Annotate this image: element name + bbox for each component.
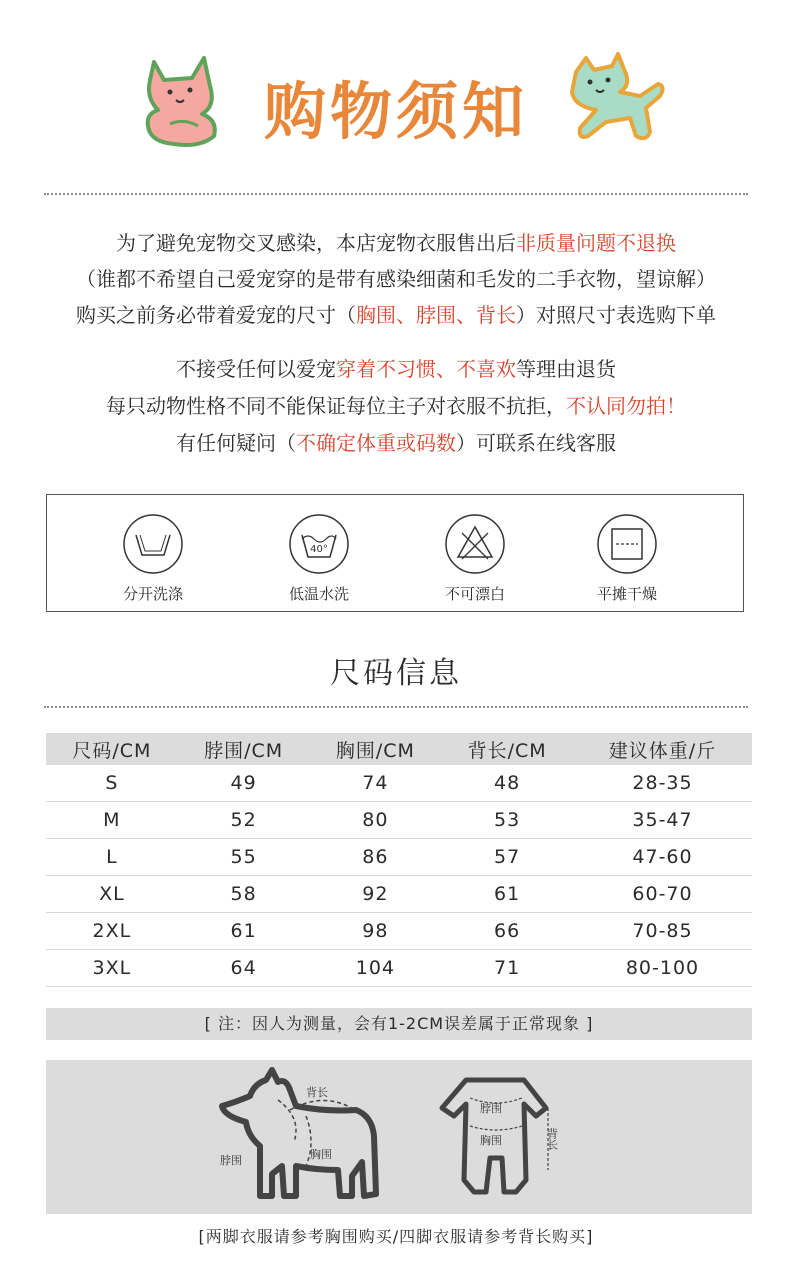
notice-line-4: 不接受任何以爱宠穿着不习惯、不喜欢等理由退货 <box>176 357 616 381</box>
notice-highlight: 非质量问题不退换 <box>516 231 676 255</box>
column-header: 背长/CM <box>441 733 573 765</box>
care-instructions <box>46 494 744 612</box>
table-cell: 3XL <box>46 950 178 987</box>
column-header: 建议体重/斤 <box>573 733 752 765</box>
notice-line-5: 每只动物性格不同不能保证每位主子对衣服不抗拒，不认同勿拍！ <box>106 394 686 418</box>
notice-line-2: （谁都不希望自己爱宠穿的是带有感染细菌和毛发的二手衣物，望谅解） <box>76 267 716 291</box>
garment-measure-icon <box>434 1072 574 1202</box>
table-cell: 28-35 <box>573 765 752 802</box>
care-label: 低温水洗 <box>288 585 349 603</box>
table-row <box>46 839 752 876</box>
care-label: 不可漂白 <box>444 585 505 603</box>
dry-flat-icon <box>596 513 658 575</box>
column-header: 脖围/CM <box>178 733 310 765</box>
care-item <box>259 513 379 604</box>
dog-chest-label: 胸围 <box>310 1148 332 1161</box>
table-cell: 71 <box>441 950 573 987</box>
table-cell: XL <box>46 876 178 913</box>
table-cell: 70-85 <box>573 913 752 950</box>
table-cell: M <box>46 802 178 839</box>
separate-wash-icon <box>122 513 184 575</box>
size-info-title: 尺码信息 <box>330 656 462 691</box>
table-cell: 53 <box>441 802 573 839</box>
garment-back-label: 背长 <box>545 1128 559 1150</box>
care-label: 分开洗涤 <box>122 585 183 603</box>
divider-size <box>44 706 748 708</box>
table-row <box>46 913 752 950</box>
notice-highlight: 胸围、脖围、背长 <box>356 303 516 327</box>
table-row <box>46 765 752 802</box>
column-header: 尺码/CM <box>46 733 178 765</box>
table-row <box>46 802 752 839</box>
divider-top <box>44 193 748 195</box>
table-header-row <box>46 733 752 765</box>
table-cell: 74 <box>310 765 442 802</box>
no-bleach-icon <box>444 513 506 575</box>
table-cell: 64 <box>178 950 310 987</box>
table-cell: 92 <box>310 876 442 913</box>
care-item <box>567 513 687 604</box>
wash-temp-label: 40° <box>310 544 328 555</box>
table-cell: 80-100 <box>573 950 752 987</box>
table-row <box>46 950 752 987</box>
column-header: 胸围/CM <box>310 733 442 765</box>
table-cell: 61 <box>441 876 573 913</box>
measurement-diagram <box>46 1060 752 1214</box>
table-cell: 49 <box>178 765 310 802</box>
green-cat-icon <box>560 52 670 148</box>
notice-highlight: 不认同勿拍！ <box>566 394 686 418</box>
table-cell: 47-60 <box>573 839 752 876</box>
table-cell: 86 <box>310 839 442 876</box>
table-cell: 55 <box>178 839 310 876</box>
table-cell: 60-70 <box>573 876 752 913</box>
table-cell: 66 <box>441 913 573 950</box>
table-cell: 61 <box>178 913 310 950</box>
low-temp-wash-icon <box>288 513 350 575</box>
table-cell: 48 <box>441 765 573 802</box>
dog-measure-icon <box>206 1066 426 1210</box>
size-table <box>46 733 752 987</box>
measurement-note: [ 注：因人为测量，会有1-2CM误差属于正常现象 ] <box>46 1008 752 1040</box>
notice-line-6: 有任何疑问（不确定体重或码数）可联系在线客服 <box>176 431 616 455</box>
notice-highlight: 不确定体重或码数 <box>296 431 456 455</box>
table-cell: 98 <box>310 913 442 950</box>
care-item <box>93 513 213 604</box>
page-title: 购物须知 <box>263 75 528 148</box>
table-cell: 104 <box>310 950 442 987</box>
table-cell: 80 <box>310 802 442 839</box>
notice-line-3: 购买之前务必带着爱宠的尺寸（胸围、脖围、背长）对照尺寸表选购下单 <box>76 303 716 327</box>
notice-line-1: 为了避免宠物交叉感染，本店宠物衣服售出后非质量问题不退换 <box>116 231 676 255</box>
table-cell: S <box>46 765 178 802</box>
bottom-note: [两脚衣服请参考胸围购买/四脚衣服请参考背长购买] <box>198 1227 594 1246</box>
notice-highlight: 穿着不习惯、不喜欢 <box>336 357 516 381</box>
garment-neck-label: 脖围 <box>480 1102 502 1115</box>
dog-neck-label: 脖围 <box>220 1154 242 1167</box>
garment-chest-label: 胸围 <box>480 1134 502 1147</box>
table-cell: 58 <box>178 876 310 913</box>
table-cell: 35-47 <box>573 802 752 839</box>
table-row <box>46 876 752 913</box>
table-cell: 52 <box>178 802 310 839</box>
table-cell: L <box>46 839 178 876</box>
dog-back-label: 背长 <box>306 1086 328 1099</box>
care-item <box>415 513 535 604</box>
table-cell: 57 <box>441 839 573 876</box>
table-cell: 2XL <box>46 913 178 950</box>
care-label: 平摊干燥 <box>596 585 657 603</box>
